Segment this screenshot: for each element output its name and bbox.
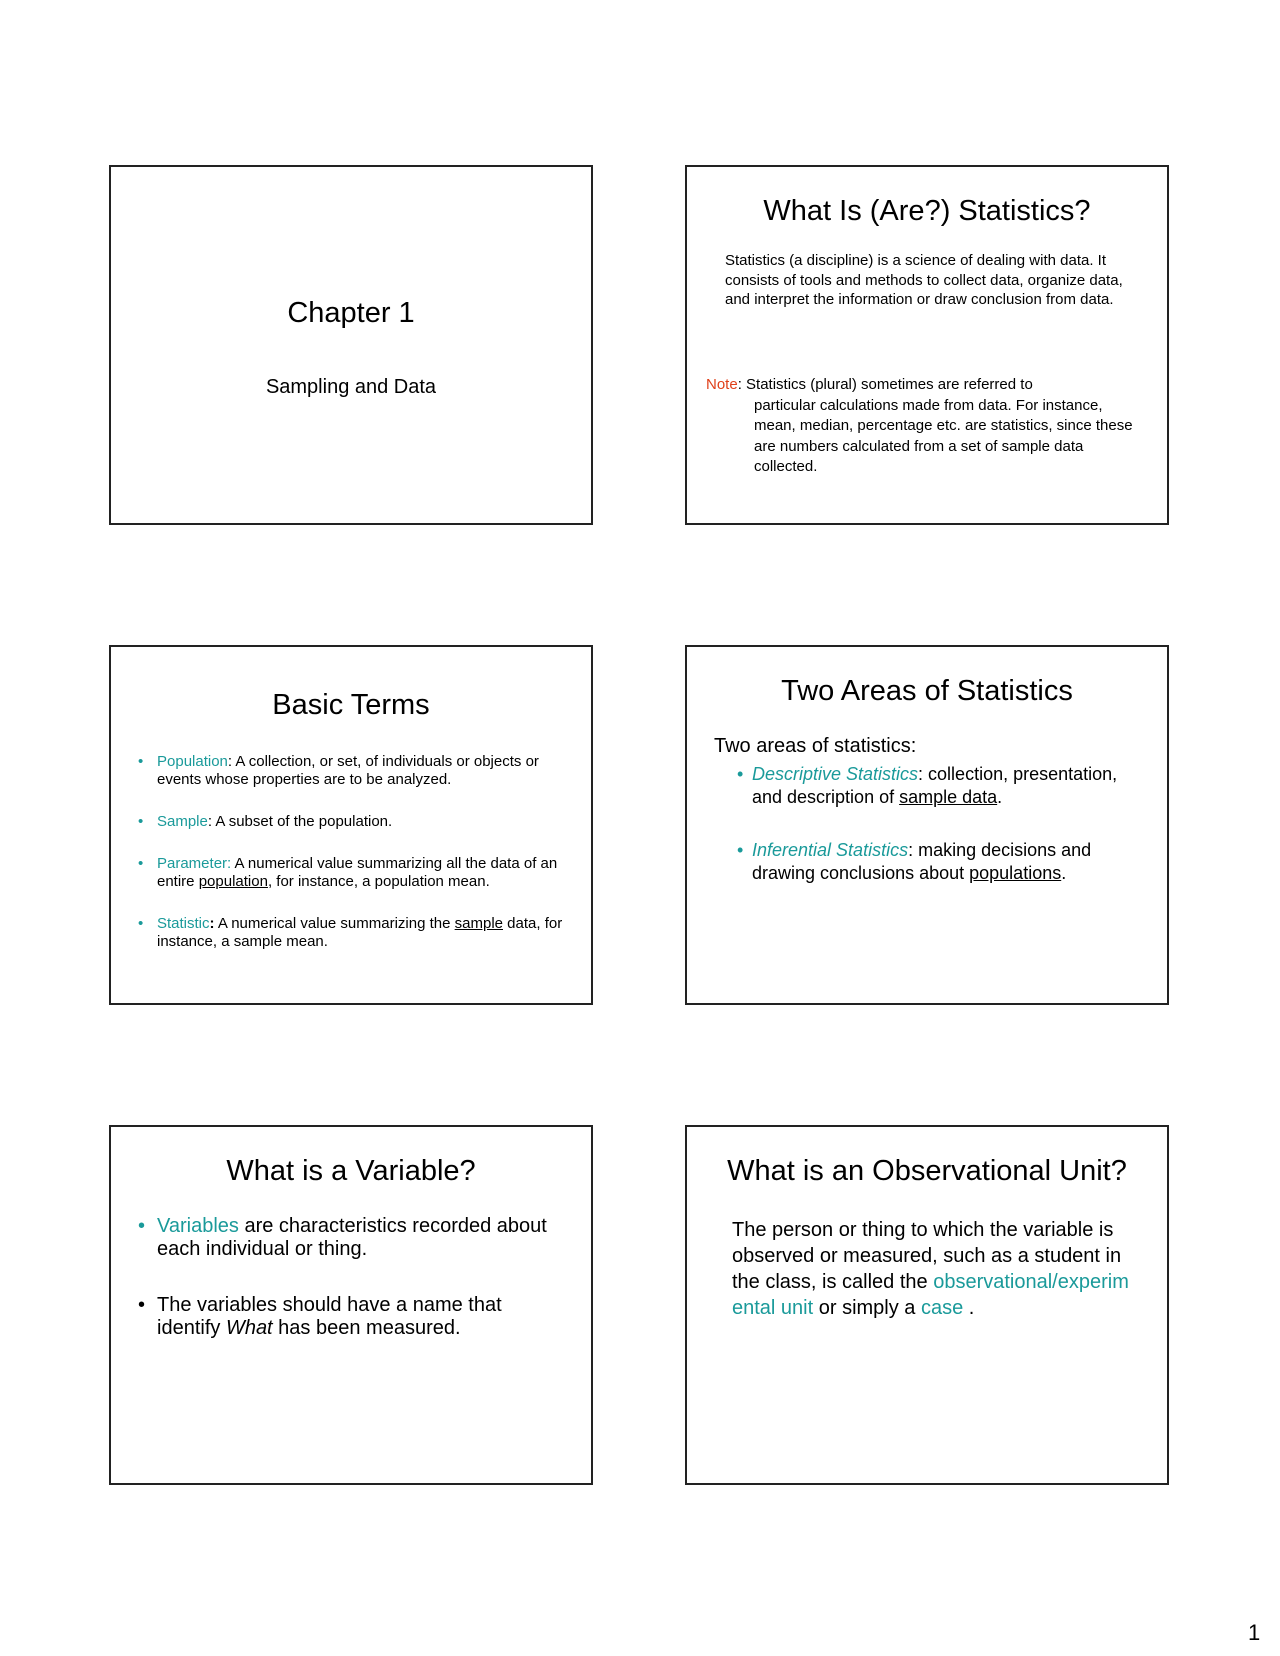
term-definition: A numerical value summarizing all the data of an entire <box>157 855 558 890</box>
bullet: • <box>737 764 744 784</box>
list-item <box>135 1215 555 1261</box>
bullet: • <box>138 753 144 770</box>
term-sample: Sample <box>157 813 208 830</box>
slide-basic-terms <box>109 645 593 1005</box>
slide-chapter-title <box>109 165 593 525</box>
slide-4-lead: Two areas of statistics: <box>714 735 917 757</box>
note-label: Note <box>706 376 738 393</box>
para-text-end: . <box>963 1297 975 1319</box>
term-definition: : A subset of the population. <box>207 813 393 830</box>
slide-what-is-statistics <box>685 165 1169 525</box>
basic-terms-list <box>135 753 565 975</box>
underlined-word: sample <box>454 915 503 932</box>
emphasis-word: What <box>225 1317 273 1339</box>
bullet: • <box>138 813 144 830</box>
note-continuation: particular calculations made from data. For instance, mean, median, percentage etc. are statistics, since these are numbers calculated from a set of sample data collected. <box>754 396 1133 475</box>
term-statistic: Statistic <box>157 915 210 932</box>
term-descriptive: Descriptive Statistics <box>752 764 919 784</box>
areas-list <box>737 763 1137 915</box>
slide-5-title: What is a Variable? <box>226 1155 476 1187</box>
variable-list <box>135 1215 555 1373</box>
slide-1-title: Chapter 1 <box>287 297 415 329</box>
term-colon: : <box>209 915 215 932</box>
underlined-word: sample data <box>899 787 998 807</box>
note-first-line: : Statistics (plural) sometimes are referred to <box>737 376 1033 393</box>
term-case: case <box>920 1297 964 1319</box>
underlined-word: population <box>198 873 268 890</box>
bullet: • <box>138 1294 146 1316</box>
slide-2-title: What Is (Are?) Statistics? <box>763 195 1091 227</box>
para-text-mid: or simply a <box>813 1297 921 1319</box>
list-item <box>135 1294 555 1340</box>
slide-2-paragraph: Statistics (a discipline) is a science of dealing with data. It consists of tools and methods to collect data, organize data, and interpret the information or draw conclusion from data. <box>725 252 1123 308</box>
list-item <box>737 839 1137 885</box>
slide-2-note <box>706 375 1146 478</box>
term-definition: : making decisions and drawing conclusions about <box>752 840 1092 883</box>
bullet: • <box>737 840 744 860</box>
term-variables: Variables <box>157 1215 239 1237</box>
slide-1-subtitle: Sampling and Data <box>265 376 437 398</box>
item-text: are characteristics recorded about each individual or thing. <box>157 1215 547 1260</box>
slide-4-title: Two Areas of Statistics <box>781 675 1073 707</box>
item-text: The variables should have a name that identify <box>157 1294 502 1339</box>
bullet: • <box>138 915 144 932</box>
list-item <box>135 915 565 951</box>
term-definition-end: , for instance, a population mean. <box>267 873 490 890</box>
slide-two-areas <box>685 645 1169 1005</box>
slide-6-title: What is an Observational Unit? <box>727 1155 1127 1187</box>
term-parameter: Parameter: <box>157 855 232 872</box>
list-item <box>135 753 565 789</box>
term-population: Population <box>157 753 228 770</box>
list-item <box>135 855 565 891</box>
bullet: • <box>138 1215 146 1237</box>
term-definition: A numerical value summarizing the <box>214 915 455 932</box>
term-inferential: Inferential Statistics <box>752 840 909 860</box>
slide-6-paragraph <box>732 1217 1132 1321</box>
term-definition-end: data, for instance, a sample mean. <box>157 915 563 950</box>
slide-what-is-variable <box>109 1125 593 1485</box>
item-text-end: has been measured. <box>272 1317 461 1339</box>
term-observational-unit: observational/experim ental unit <box>732 1271 1129 1319</box>
underlined-word: populations <box>969 863 1062 883</box>
bullet: • <box>138 855 144 872</box>
list-item <box>135 813 565 831</box>
term-definition: : collection, presentation, and description of <box>752 764 1118 807</box>
list-item <box>737 763 1137 809</box>
page-number: 1 <box>1248 1620 1261 1645</box>
term-definition-end: . <box>1061 863 1067 883</box>
term-definition-end: . <box>997 787 1003 807</box>
slide-observational-unit <box>685 1125 1169 1485</box>
term-definition: : A collection, or set, of individuals or objects or events whose properties are to be analyzed. <box>157 753 539 788</box>
para-text: The person or thing to which the variable is observed or measured, such as a student in the class, is called the <box>732 1219 1122 1293</box>
slide-3-title: Basic Terms <box>272 689 430 721</box>
